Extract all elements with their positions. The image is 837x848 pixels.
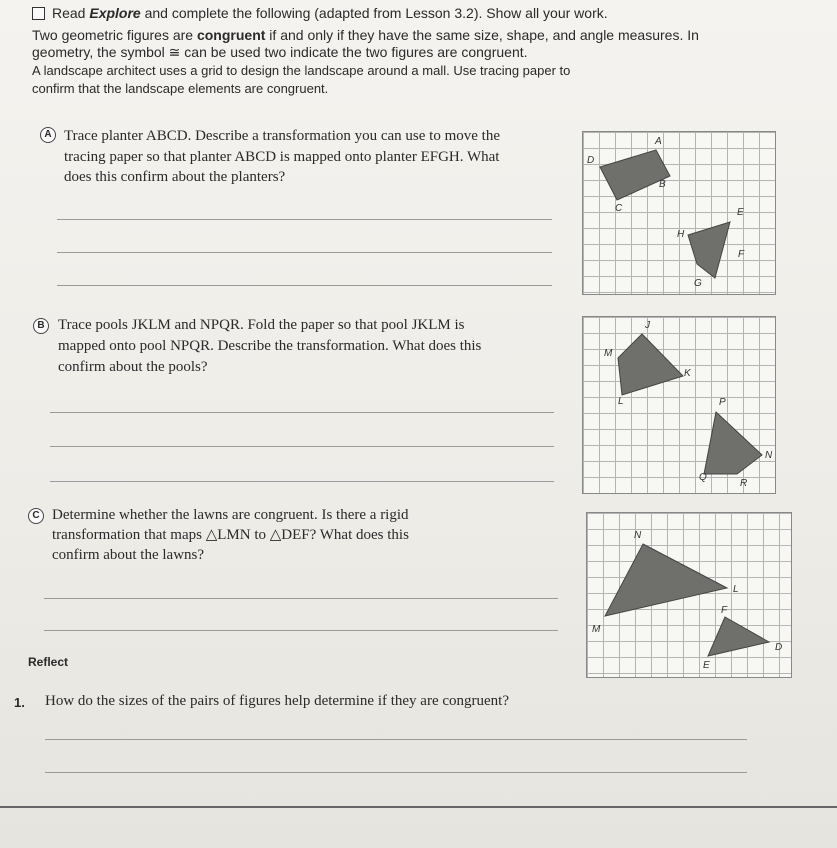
label-vertex-a: A	[655, 136, 662, 147]
label-vertex-f: F	[738, 249, 745, 260]
label-vertex-j: J	[645, 320, 650, 331]
part-a-line-3: does this confirm about the planters?	[64, 169, 286, 185]
label-vertex-l-lawn: L	[733, 584, 739, 595]
label-vertex-e-lawn: E	[703, 660, 710, 671]
reflect-number: 1.	[14, 695, 25, 710]
label-vertex-d: D	[587, 155, 595, 166]
part-b-line-2: mapped onto pool NPQR. Describe the transformation. What does this	[58, 338, 482, 354]
pool-jklm	[618, 334, 683, 395]
intro-line-1: Two geometric figures are congruent if and only if they have the same size, shape, and angle measures. In	[32, 27, 699, 43]
reflect-heading: Reflect	[28, 655, 69, 669]
lawn-def	[708, 617, 769, 656]
label-vertex-p: P	[719, 397, 726, 408]
label-vertex-l: L	[618, 396, 624, 407]
label-vertex-e: E	[737, 207, 744, 218]
label-vertex-k: K	[684, 368, 691, 379]
label-vertex-r: R	[740, 478, 748, 489]
label-vertex-c: C	[615, 203, 623, 214]
part-c-line-3: confirm about the lawns?	[52, 547, 205, 563]
reflect-question: How do the sizes of the pairs of figures help determine if they are congruent?	[45, 693, 510, 709]
label-vertex-h: H	[677, 229, 685, 240]
part-c-line-2: transformation that maps △LMN to △DEF? What does this	[52, 527, 409, 543]
intro-line-4: confirm that the landscape elements are congruent.	[32, 81, 329, 96]
intro-line-3: A landscape architect uses a grid to design the landscape around a mall. Use tracing paper to	[32, 63, 571, 78]
part-a-line-1: Trace planter ABCD. Describe a transformation you can use to move the	[64, 128, 500, 144]
lawn-lmn	[605, 544, 727, 616]
label-vertex-m-lawn: M	[592, 624, 601, 635]
part-a-line-2: tracing paper so that planter ABCD is mapped onto planter EFGH. What	[64, 149, 500, 165]
part-b-badge: B	[33, 318, 49, 334]
task-header: Read Explore and complete the following (adapted from Lesson 3.2). Show all your work.	[52, 5, 608, 21]
label-vertex-q: Q	[699, 472, 707, 483]
part-b-line-3: confirm about the pools?	[58, 359, 208, 375]
label-vertex-g: G	[694, 278, 702, 289]
label-vertex-f-lawn: F	[721, 605, 728, 616]
part-a-badge: A	[40, 127, 56, 143]
label-vertex-d-lawn: D	[775, 642, 783, 653]
label-vertex-n-lawn: N	[634, 530, 642, 541]
part-c-badge: C	[28, 508, 44, 524]
label-vertex-b: B	[659, 179, 666, 190]
pool-npqr	[704, 412, 762, 474]
label-vertex-m: M	[604, 348, 613, 359]
label-vertex-n-pool: N	[765, 450, 773, 461]
planter-abcd	[600, 150, 670, 200]
part-c-line-1: Determine whether the lawns are congruent. Is there a rigid	[52, 507, 409, 523]
planter-efgh	[688, 222, 730, 278]
part-b-line-1: Trace pools JKLM and NPQR. Fold the paper so that pool JKLM is	[58, 317, 465, 333]
intro-line-2: geometry, the symbol ≅ can be used two indicate the two figures are congruent.	[32, 44, 528, 60]
